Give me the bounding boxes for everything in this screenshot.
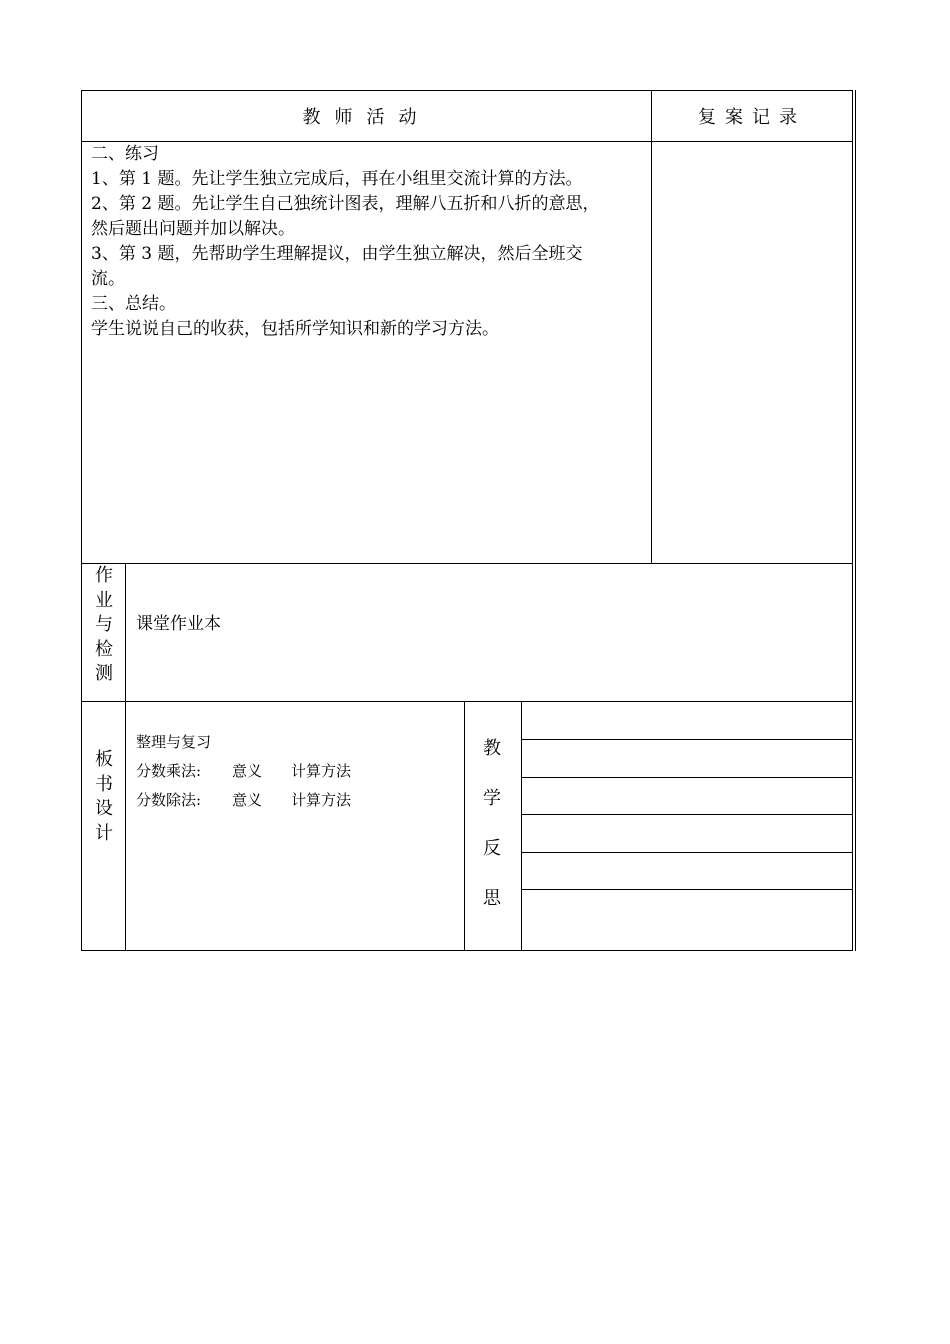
header-revision-record: 复案记录 [698,107,806,128]
activity-line: 1、第 1 题。先让学生独立完成后，再在小组里交流计算的方法。 [91,169,583,189]
activity-line: 三、总结。 [91,294,176,314]
board-title: 整理与复习 [136,733,212,751]
header-col-divider [651,90,652,564]
reflection-line [521,777,853,778]
reflection-left-divider [464,701,465,951]
header-teacher-activity: 教师活动 [302,107,431,128]
board-row-name: 分数乘法: [136,762,202,780]
reflection-line [521,852,853,853]
reflection-label: 教 学 反 思 [483,738,501,909]
board-row-method: 计算方法 [291,791,352,809]
activity-line: 二、练习 [91,144,159,164]
board-row-meaning: 意义 [232,762,263,780]
label-col-divider [125,563,126,951]
activity-line: 2、第 2 题。先让学生自己独统计图表，理解八五折和八折的意思， [91,194,600,214]
reflection-line [521,814,853,815]
homework-label: 作 业 与 检 测 [95,565,113,684]
reflection-line [521,739,853,740]
reflection-line [521,889,853,890]
header-bottom-rule [81,141,853,142]
board-row-name: 分数除法: [136,791,202,809]
homework-content: 课堂作业本 [136,614,221,634]
activity-line: 3、第 3 题，先帮助学生理解提议，由学生独立解决，然后全班交 [91,244,583,264]
activity-line: 流。 [91,269,125,289]
activity-line: 学生说说自己的收获，包括所学知识和新的学习方法。 [91,319,499,339]
activity-line: 然后题出问题并加以解决。 [91,219,295,239]
homework-top-rule [81,563,853,564]
board-row-method: 计算方法 [291,762,352,780]
board-top-rule [81,701,853,702]
board-label: 板 书 设 计 [95,749,113,844]
table-right-edge [855,90,856,951]
board-row-meaning: 意义 [232,791,263,809]
